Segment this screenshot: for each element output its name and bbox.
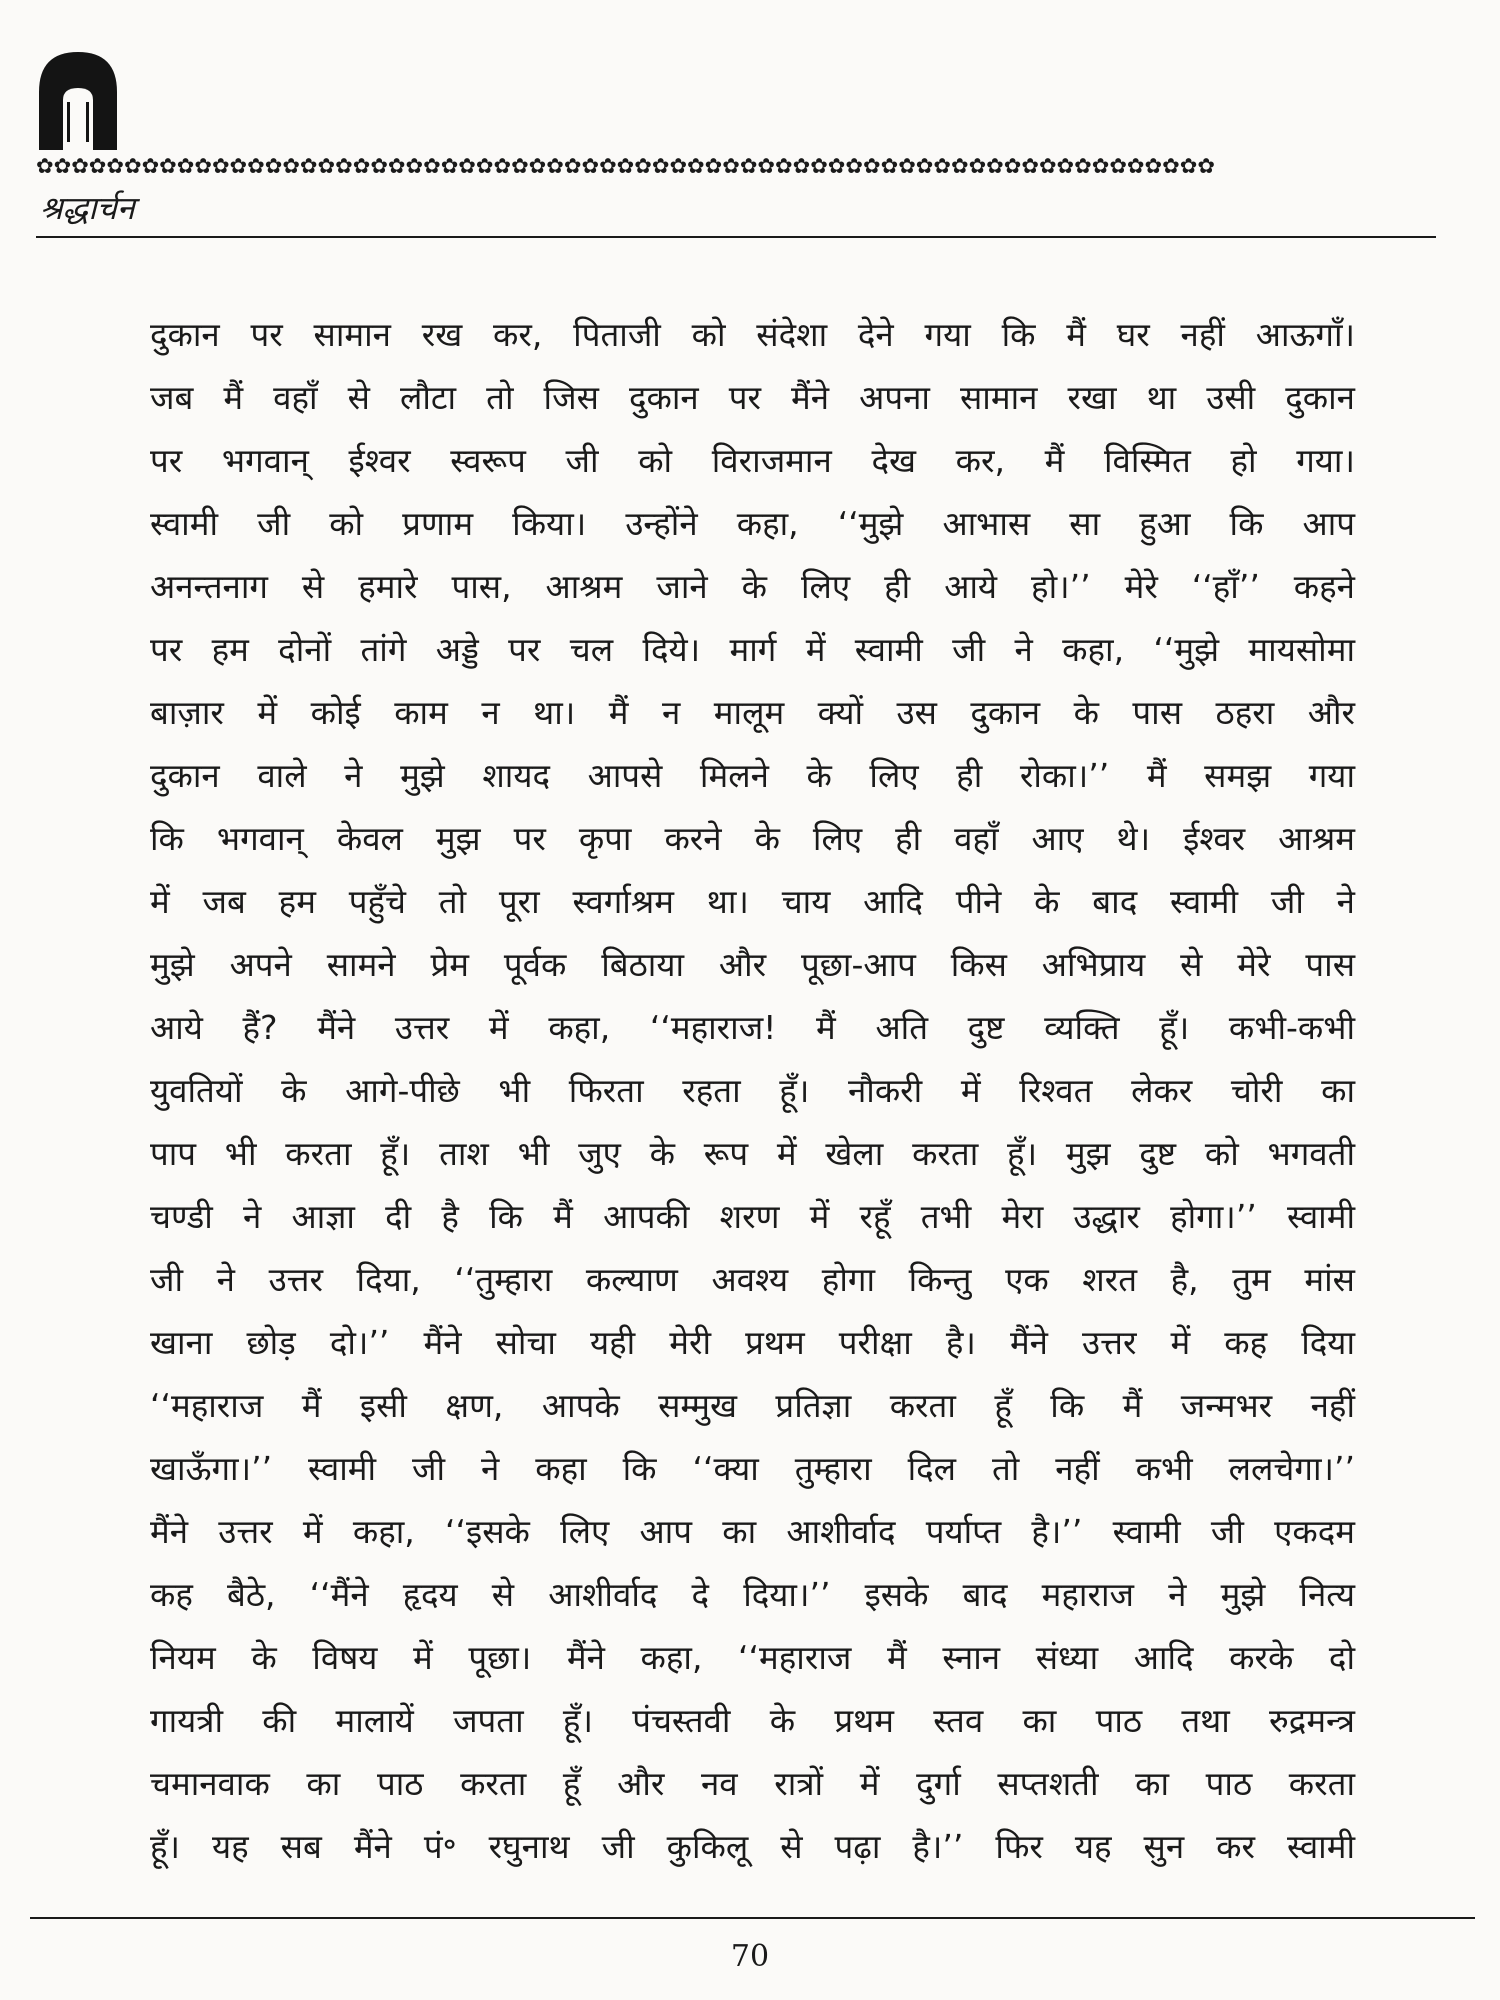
text-line: कह बैठे, ‘‘मैंने हृदय से आशीर्वाद दे दिया।’’ इसके बाद महाराज ने मुझे नित्य xyxy=(150,1575,1355,1614)
text-line: चण्डी ने आज्ञा दी है कि मैं आपकी शरण में रहूँ तभी मेरा उद्धार होगा।’’ स्वामी xyxy=(150,1197,1355,1236)
page-number: 70 xyxy=(730,1939,770,1974)
text-line: में जब हम पहुँचे तो पूरा स्वर्गाश्रम था। चाय आदि पीने के बाद स्वामी जी ने xyxy=(150,882,1355,921)
text-line: दुकान पर सामान रख कर, पिताजी को संदेशा देने गया कि मैं घर नहीं आऊगाँ। xyxy=(150,315,1355,354)
text-line: जब मैं वहाँ से लौटा तो जिस दुकान पर मैंने अपना सामान रखा था उसी दुकान xyxy=(150,378,1355,417)
header-divider xyxy=(36,236,1436,238)
text-line: खाना छोड़ दो।’’ मैंने सोचा यही मेरी प्रथम परीक्षा है। मैंने उत्तर में कह दिया xyxy=(150,1323,1355,1362)
arch-logo-icon xyxy=(37,50,119,150)
text-line: अनन्तनाग से हमारे पास, आश्रम जाने के लिए ही आये हो।’’ मेरे ‘‘हाँ’’ कहने xyxy=(150,567,1355,606)
text-line: पर हम दोनों तांगे अड्डे पर चल दिये। मार्ग में स्वामी जी ने कहा, ‘‘मुझे मायसोमा xyxy=(150,630,1355,669)
text-line: पाप भी करता हूँ। ताश भी जुए के रूप में खेला करता हूँ। मुझ दुष्ट को भगवती xyxy=(150,1134,1355,1173)
text-line: खाऊँगा।’’ स्वामी जी ने कहा कि ‘‘क्या तुम्हारा दिल तो नहीं कभी ललचेगा।’’ xyxy=(150,1449,1355,1488)
text-line: युवतियों के आगे-पीछे भी फिरता रहता हूँ। नौकरी में रिश्वत लेकर चोरी का xyxy=(150,1071,1355,1110)
text-line: ‘‘महाराज मैं इसी क्षण, आपके सम्मुख प्रतिज्ञा करता हूँ कि मैं जन्मभर नहीं xyxy=(150,1386,1355,1425)
header-ornament-border: ✿✿✿✿✿✿✿✿✿✿✿✿✿✿✿✿✿✿✿✿✿✿✿✿✿✿✿✿✿✿✿✿✿✿✿✿✿✿✿✿✿✿✿✿✿✿✿✿✿✿✿✿✿✿✿✿✿✿✿✿✿✿✿✿✿✿✿ xyxy=(36,154,1215,178)
text-line: आये हैं? मैंने उत्तर में कहा, ‘‘महाराज! मैं अति दुष्ट व्यक्ति हूँ। कभी-कभी xyxy=(150,1008,1355,1047)
body-paragraph xyxy=(150,303,1355,1878)
book-title: श्रद्धार्चन xyxy=(40,189,135,227)
text-line: मुझे अपने सामने प्रेम पूर्वक बिठाया और पूछा-आप किस अभिप्राय से मेरे पास xyxy=(150,945,1355,984)
text-line: गायत्री की मालायें जपता हूँ। पंचस्तवी के प्रथम स्तव का पाठ तथा रुद्रमन्त्र xyxy=(150,1701,1355,1740)
text-line: हूँ। यह सब मैंने पं॰ रघुनाथ जी कुकिलू से पढ़ा है।’’ फिर यह सुन कर स्वामी xyxy=(150,1827,1355,1866)
text-line: कि भगवान् केवल मुझ पर कृपा करने के लिए ही वहाँ आए थे। ईश्वर आश्रम xyxy=(150,819,1355,858)
text-line: दुकान वाले ने मुझे शायद आपसे मिलने के लिए ही रोका।’’ मैं समझ गया xyxy=(150,756,1355,795)
footer-divider xyxy=(30,1917,1475,1919)
text-line: पर भगवान् ईश्वर स्वरूप जी को विराजमान देख कर, मैं विस्मित हो गया। xyxy=(150,441,1355,480)
text-line: स्वामी जी को प्रणाम किया। उन्होंने कहा, ‘‘मुझे आभास सा हुआ कि आप xyxy=(150,504,1355,543)
text-line: जी ने उत्तर दिया, ‘‘तुम्हारा कल्याण अवश्य होगा किन्तु एक शरत है, तुम मांस xyxy=(150,1260,1355,1299)
text-line: मैंने उत्तर में कहा, ‘‘इसके लिए आप का आशीर्वाद पर्याप्त है।’’ स्वामी जी एकदम xyxy=(150,1512,1355,1551)
text-line: नियम के विषय में पूछा। मैंने कहा, ‘‘महाराज मैं स्नान संध्या आदि करके दो xyxy=(150,1638,1355,1677)
text-line: बाज़ार में कोई काम न था। मैं न मालूम क्यों उस दुकान के पास ठहरा और xyxy=(150,693,1355,732)
text-line: चमानवाक का पाठ करता हूँ और नव रात्रों में दुर्गा सप्तशती का पाठ करता xyxy=(150,1764,1355,1803)
